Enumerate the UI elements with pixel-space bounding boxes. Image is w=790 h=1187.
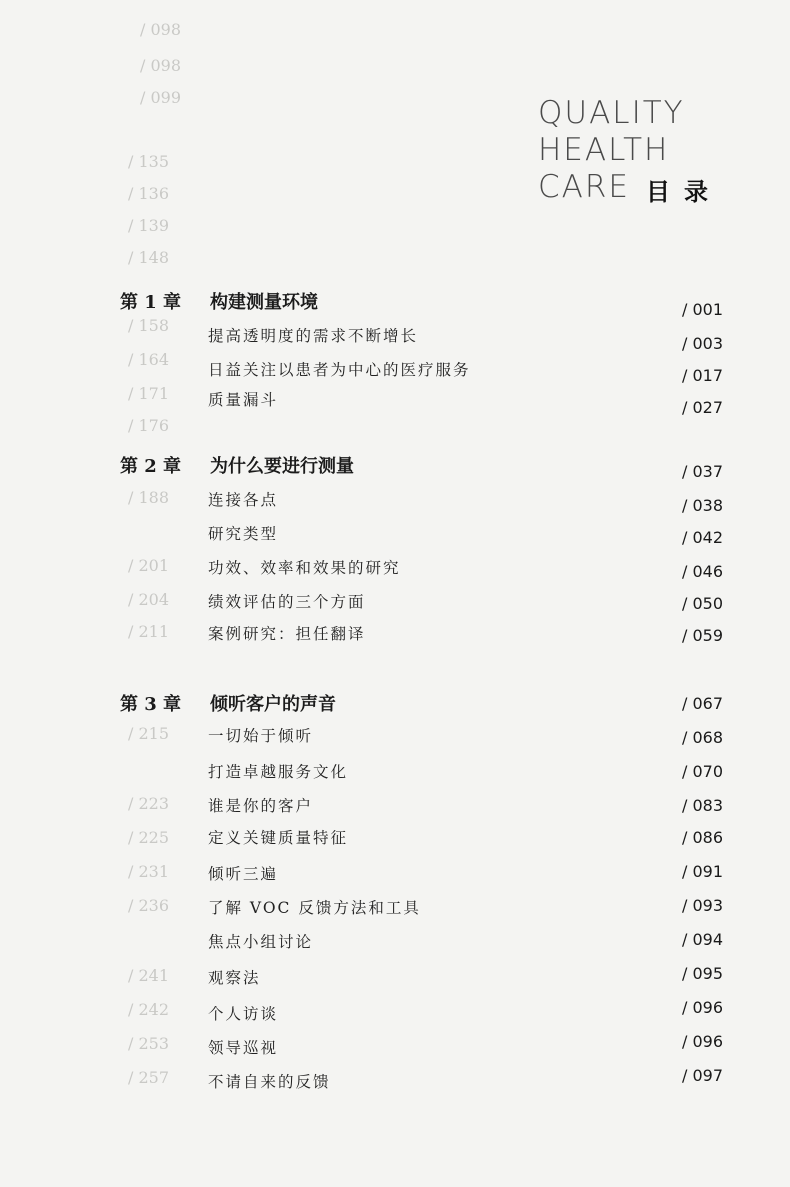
section-title: 一切始于倾听 [208, 727, 314, 745]
bleed-through-text: / 176 [128, 416, 170, 435]
bleed-through-text: / 201 [128, 556, 170, 575]
section-page: / 017 [682, 366, 724, 385]
bleed-through-text: / 098 [140, 20, 182, 39]
section-title: 了解 VOC 反馈方法和工具 [208, 899, 421, 917]
section-page: / 068 [682, 728, 724, 747]
section-title: 绩效评估的三个方面 [208, 593, 366, 611]
section-title: 谁是你的客户 [208, 797, 314, 815]
section-page: / 091 [682, 862, 724, 881]
bleed-through-text: / 158 [128, 316, 170, 335]
section-page: / 046 [682, 562, 724, 581]
section-title: 连接各点 [208, 491, 279, 509]
chapter-title: 为什么要进行测量 [210, 456, 354, 477]
page-title: 目录 [646, 178, 722, 206]
bleed-through-text: / 225 [128, 828, 170, 847]
section-page: / 059 [682, 626, 724, 645]
section-page: / 083 [682, 796, 724, 815]
section-page: / 003 [682, 334, 724, 353]
bleed-through-text: / 231 [128, 862, 170, 881]
chapter-title: 倾听客户的声音 [210, 694, 336, 715]
chapter-page: / 001 [682, 300, 724, 319]
section-title: 质量漏斗 [208, 391, 279, 409]
section-page: / 086 [682, 828, 724, 847]
bleed-through-text: / 136 [128, 184, 170, 203]
section-page: / 042 [682, 528, 724, 547]
brand-line: CARE [538, 169, 630, 205]
section-page: / 050 [682, 594, 724, 613]
section-page: / 070 [682, 762, 724, 781]
section-title: 个人访谈 [208, 1005, 279, 1023]
section-title: 功效、效率和效果的研究 [208, 559, 401, 577]
section-page: / 096 [682, 1032, 724, 1051]
bleed-through-text: / 098 [140, 56, 182, 75]
bleed-through-text: / 241 [128, 966, 170, 985]
section-title: 不请自来的反馈 [208, 1073, 331, 1091]
bleed-through-text: / 242 [128, 1000, 170, 1019]
section-page: / 097 [682, 1066, 724, 1085]
bleed-through-text: / 257 [128, 1068, 170, 1087]
bleed-through-text: / 148 [128, 248, 170, 267]
bleed-through-text: / 211 [128, 622, 170, 641]
section-page: / 095 [682, 964, 724, 983]
bleed-through-text: / 204 [128, 590, 170, 609]
section-title: 领导巡视 [208, 1039, 279, 1057]
section-page: / 093 [682, 896, 724, 915]
bleed-through-text: / 135 [128, 152, 170, 171]
bleed-through-text: / 188 [128, 488, 170, 507]
bleed-through-text: / 215 [128, 724, 170, 743]
bleed-through-text: / 139 [128, 216, 170, 235]
section-title: 倾听三遍 [208, 865, 279, 883]
section-page: / 096 [682, 998, 724, 1017]
bleed-through-text: / 236 [128, 896, 170, 915]
chapter-page: / 067 [682, 694, 724, 713]
section-page: / 094 [682, 930, 724, 949]
bleed-through-text: / 171 [128, 384, 170, 403]
section-page: / 038 [682, 496, 724, 515]
bleed-through-text: / 164 [128, 350, 170, 369]
section-title: 提高透明度的需求不断增长 [208, 327, 419, 345]
section-title: 打造卓越服务文化 [208, 763, 349, 781]
chapter-label: 第 3 章 [120, 694, 182, 715]
section-title: 日益关注以患者为中心的医疗服务 [208, 361, 471, 379]
section-title: 案例研究：担任翻译 [208, 625, 366, 643]
brand-line: QUALITY [538, 95, 685, 131]
section-title: 焦点小组讨论 [208, 933, 314, 951]
bleed-through-text: / 099 [140, 88, 182, 107]
bleed-through-text: / 223 [128, 794, 170, 813]
chapter-title: 构建测量环境 [210, 292, 318, 313]
chapter-label: 第 2 章 [120, 456, 182, 477]
bleed-through-text: / 253 [128, 1034, 170, 1053]
chapter-label: 第 1 章 [120, 292, 182, 313]
section-title: 定义关键质量特征 [208, 829, 349, 847]
chapter-page: / 037 [682, 462, 724, 481]
section-title: 观察法 [208, 969, 261, 987]
section-page: / 027 [682, 398, 724, 417]
section-title: 研究类型 [208, 525, 279, 543]
brand-line: HEALTH [538, 132, 670, 168]
